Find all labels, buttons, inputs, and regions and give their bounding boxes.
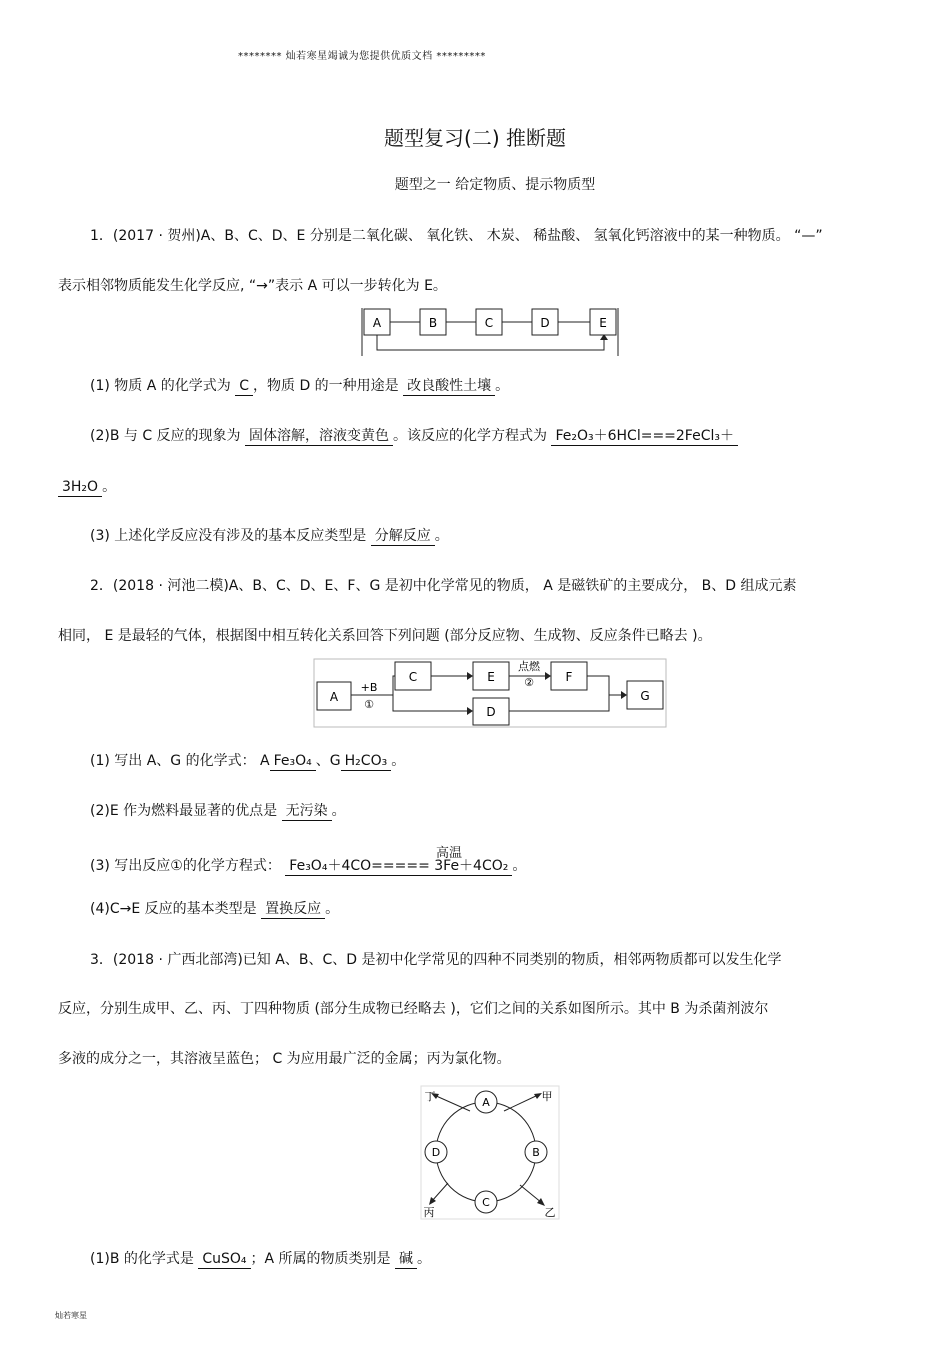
q2-link-up — [393, 676, 394, 695]
q2-label-plus-b: +B — [360, 681, 378, 694]
q3-product-ding: 丁 — [424, 1090, 436, 1103]
q3-answer-a-category: 碱 — [395, 1251, 417, 1269]
q2-arrowhead-d — [467, 707, 473, 715]
svg-text:F: F — [565, 670, 573, 684]
q1-part1: (1) 物质 A 的化学式为 C ，物质 D 的一种用途是 改良酸性土壤 。 — [90, 378, 510, 394]
q1-node-b — [420, 309, 446, 335]
q2-condition-high-temp: 高温 — [436, 846, 463, 861]
q2-part4: (4)C→E 反应的基本类型是 置换反应 。 — [90, 901, 340, 917]
q3-node-d — [425, 1141, 447, 1163]
q3-node-b — [525, 1141, 547, 1163]
q1-diagram — [360, 306, 620, 358]
q1-part2-cont: 3H₂O 。 — [58, 476, 116, 497]
page-title: 题型复习(二) 推断题 — [384, 126, 566, 150]
q2-part2: (2)E 作为燃料最显著的优点是 无污染 。 — [90, 803, 346, 819]
q1-answer-equation-cont: 3H₂O — [58, 479, 102, 497]
svg-text:E: E — [599, 316, 607, 330]
q1-part2: (2)B 与 C 反应的现象为 固体溶解，溶液变黄色 。该反应的化学方程式为 Fe₂O₃＋6HCl===2FeCl₃＋ — [90, 425, 738, 446]
page-header: ******** 灿若寒星竭诚为您提供优质文档 ********* — [238, 51, 486, 62]
q3-arrow-yi — [520, 1185, 542, 1203]
q2-arrowhead-f — [545, 672, 551, 680]
svg-text:B: B — [532, 1146, 540, 1159]
q3-diagram — [420, 1085, 560, 1220]
svg-text:C: C — [408, 670, 418, 684]
q2-link-down — [393, 695, 471, 711]
svg-text:D: D — [540, 316, 550, 330]
svg-text:D: D — [486, 705, 496, 719]
svg-text:A: A — [372, 316, 382, 330]
q1-answer-d-use: 改良酸性土壤 — [403, 378, 495, 396]
q1-stem-line2: 表示相邻物质能发生化学反应, “→”表示 A 可以一步转化为 E。 — [58, 278, 447, 294]
q2-node-a — [317, 682, 351, 710]
q1-node-c — [476, 309, 502, 335]
q2-answer-g-formula: H₂CO₃ — [341, 753, 392, 771]
q1-node-d — [532, 309, 558, 335]
q2-label-1: ① — [364, 698, 374, 711]
q3-node-a — [475, 1091, 497, 1113]
q2-node-e — [473, 662, 509, 690]
svg-text:A: A — [329, 690, 339, 704]
q2-stem-line1: 2．(2018 · 河池二模)A、B、C、D、E、F、G 是初中化学常见的物质， A 是磁铁矿的主要成分， B、D 组成元素 — [90, 578, 797, 594]
q2-node-g — [627, 681, 663, 709]
q1-arrow-a-to-e — [377, 335, 604, 350]
svg-text:D: D — [431, 1146, 441, 1159]
q1-node-a — [364, 309, 390, 335]
q2-answer-a-formula: Fe₃O₄ — [270, 753, 316, 771]
q2-answer-reaction-type: 置换反应 — [261, 901, 325, 919]
q2-arrowhead-g — [621, 691, 627, 699]
q2-label-ignite: 点燃 — [518, 660, 540, 673]
q1-answer-a-formula: C — [235, 378, 253, 396]
q2-node-f — [551, 662, 587, 690]
svg-text:C: C — [482, 1196, 490, 1209]
q1-answer-reaction-type: 分解反应 — [371, 528, 435, 546]
q3-product-yi: 乙 — [544, 1206, 556, 1219]
q2-part3: (3) 写出反应①的化学方程式： Fe₃O₄＋4CO===== 3Fe＋4CO₂ 。 — [90, 858, 527, 874]
q3-product-jia: 甲 — [541, 1090, 553, 1103]
svg-text:C: C — [484, 316, 494, 330]
q3-answer-b-formula: CuSO₄ — [198, 1251, 250, 1269]
svg-text:E: E — [487, 670, 495, 684]
q2-node-c — [395, 662, 431, 690]
q2-answer-advantage: 无污染 — [282, 803, 332, 821]
q1-answer-equation: Fe₂O₃＋6HCl===2FeCl₃＋ — [551, 428, 738, 446]
q3-node-c — [475, 1191, 497, 1213]
q3-part1: (1)B 的化学式是 CuSO₄ ；A 所属的物质类别是 碱 。 — [90, 1251, 431, 1267]
q2-diagram — [313, 658, 667, 728]
q2-label-2: ② — [524, 676, 534, 689]
q3-arrow-bing — [432, 1183, 448, 1201]
page-footer: 灿若寒星 — [55, 1311, 87, 1320]
section-subtitle: 题型之一 给定物质、提示物质型 — [394, 177, 596, 193]
q2-answer-equation: Fe₃O₄＋4CO===== 3Fe＋4CO₂ — [285, 858, 512, 876]
q3-product-bing: 丙 — [423, 1206, 435, 1219]
q3-ring — [436, 1102, 536, 1202]
q3-arrow-jia — [504, 1095, 538, 1111]
q3-stem-line3: 多液的成分之一，其溶液呈蓝色； C 为应用最广泛的金属；丙为氯化物。 — [58, 1051, 511, 1067]
q2-stem-line2: 相同， E 是最轻的气体，根据图中相互转化关系回答下列问题 (部分反应物、生成物、反应条件已略去 )。 — [58, 628, 712, 644]
q2-part1: (1) 写出 A、G 的化学式： A Fe₃O₄ 、G H₂CO₃ 。 — [90, 753, 406, 769]
q2-arrowhead-e — [467, 672, 473, 680]
q2-node-d — [473, 698, 509, 725]
q1-part3: (3) 上述化学反应没有涉及的基本反应类型是 分解反应 。 — [90, 528, 449, 544]
q3-stem-line2: 反应，分别生成甲、乙、丙、丁四种物质 (部分生成物已经略去 )，它们之间的关系如图所示。其中 B 为杀菌剂波尔 — [58, 1001, 769, 1017]
q1-node-e — [590, 309, 616, 335]
q3-stem-line1: 3．(2018 · 广西北部湾)已知 A、B、C、D 是初中化学常见的四种不同类别的物质，相邻两物质都可以发生化学 — [90, 952, 782, 968]
svg-text:G: G — [640, 689, 650, 703]
q1-stem-line1: 1．(2017 · 贺州)A、B、C、D、E 分别是二氧化碳、 氧化铁、 木炭、 稀盐酸、 氢氧化钙溶液中的某一种物质。 “—” — [90, 228, 823, 244]
q1-answer-phenomenon: 固体溶解，溶液变黄色 — [245, 428, 393, 446]
svg-text:B: B — [428, 316, 438, 330]
q3-arrow-ding — [434, 1095, 470, 1111]
svg-text:A: A — [482, 1096, 490, 1109]
